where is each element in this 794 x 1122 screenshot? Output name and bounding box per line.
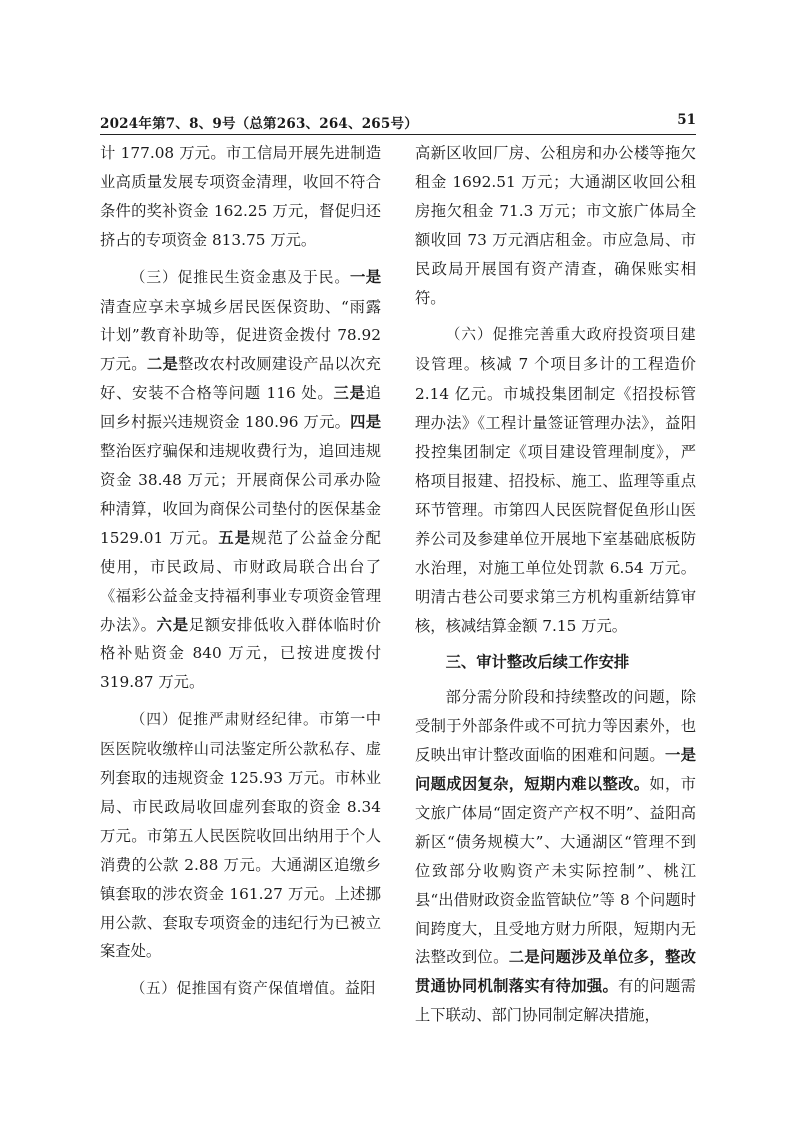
paragraph-investment-projects: （六）促推完善重大政府投资项目建设管理。核减 7 个项目多计的工程造价 2.14 亿元。市城投集团制定《招投标管理办法》《工程计量签证管理办法》，益阳投控集团制定《项目建设管理制度》，严格项目报建、招投标、施工、监理等重点环节管理。市第四人民医院督促鱼形山医养公司及参建单位开展地下室基础底板防水治理，对施工单位处罚款 6.54 万元。明清古巷公司要求第三方机构重新结算审核，核减结算金额 7.15 万元。: [415, 326, 696, 635]
paragraph-financial-discipline: （四）促推严肃财经纪律。市第一中医医院收缴梓山司法鉴定所公款私存、虚列套取的违规资金 125.93 万元。市林业局、市民政局收回虚列套取的资金 8.34 万元。市第五人民医院收回出纳用于个人消费的公款 2.88 万元。大通湖区追缴乡镇套取的涉农资金 161.27 万元。上述挪用公款、套取专项资金的违纪行为已被立案查处。: [100, 710, 381, 961]
section-heading: 三、审计整改后续工作安排: [445, 653, 630, 672]
paragraph-livelihood-funds: （三）促推民生资金惠及于民。一是清查应享未享城乡居民医保资助、“雨露计划”教育补助等，促进资金拨付 78.92 万元。二是整改农村改厕建设产品以次充好、安装不合格等问题 116 处。三是追回乡村振兴违规资金 180.96 万元。四是整治医疗骗保和违规收费行为，追回违规资金 38.48 万元；开展商保公司承办险种清算，收回为商保公司垫付的医保基金 1529.01 万元。五是规范了公益金分配使用，市民政局、市财政局联合出台了《福彩公益金支持福利事业专项资金管理办法》。六是足额安排低收入群体临时价格补贴资金 840 万元，已按进度拨付 319.87 万元。: [100, 267, 381, 692]
subheading-state-assets: （五）促推国有资产保值增值。: [130, 980, 345, 998]
page-number: 51: [677, 112, 696, 128]
right-column: [415, 139, 696, 1030]
page-header: [100, 112, 696, 134]
left-column: [100, 139, 381, 1004]
paragraph-rent-recovery: 高新区收回厂房、公租房和办公楼等拖欠租金 1692.51 万元；大通湖区收回公租房拖欠租金 71.3 万元；市文旅广体局全额收回 73 万元酒店租金。市应急局、市民政局开展国有资产清查，确保账实相符。: [415, 144, 696, 307]
paragraph-state-assets: （五）促推国有资产保值增值。益阳: [130, 979, 376, 998]
journal-issue: 2024年第7、8、9号（总第263、264、265号）: [100, 116, 418, 132]
paragraph-followup: 部分需分阶段和持续整改的问题，除受制于外部条件或不可抗力等因素外，也反映出审计整改面临的困难和问题。一是问题成因复杂，短期内难以整改。如，市文旅广体局“固定资产产权不明”、益阳高新区“债务规模大”、大通湖区“管理不到位致部分收购资产未实际控制”、桃江县“出借财政资金监管缺位”等 8 个问题时间跨度大，且受地方财力所限，短期内无法整改到位。二是问题涉及单位多，整改贯通协同机制落实有待加强。有的问题需上下联动、部门协同制定解决措施，: [415, 688, 696, 1025]
header-rule: [100, 134, 696, 135]
paragraph-continued: 计 177.08 万元。市工信局开展先进制造业高质量发展专项资金清理，收回不符合条件的奖补资金 162.25 万元，督促归还挤占的专项资金 813.75 万元。: [100, 144, 381, 249]
subheading-discipline: （四）促推严肃财经纪律。: [130, 711, 319, 729]
subheading-livelihood: （三）促推民生资金惠及于民。: [130, 268, 351, 286]
subheading-investment: （六）促推完善重大政府投资项目建设管理。: [415, 326, 696, 374]
